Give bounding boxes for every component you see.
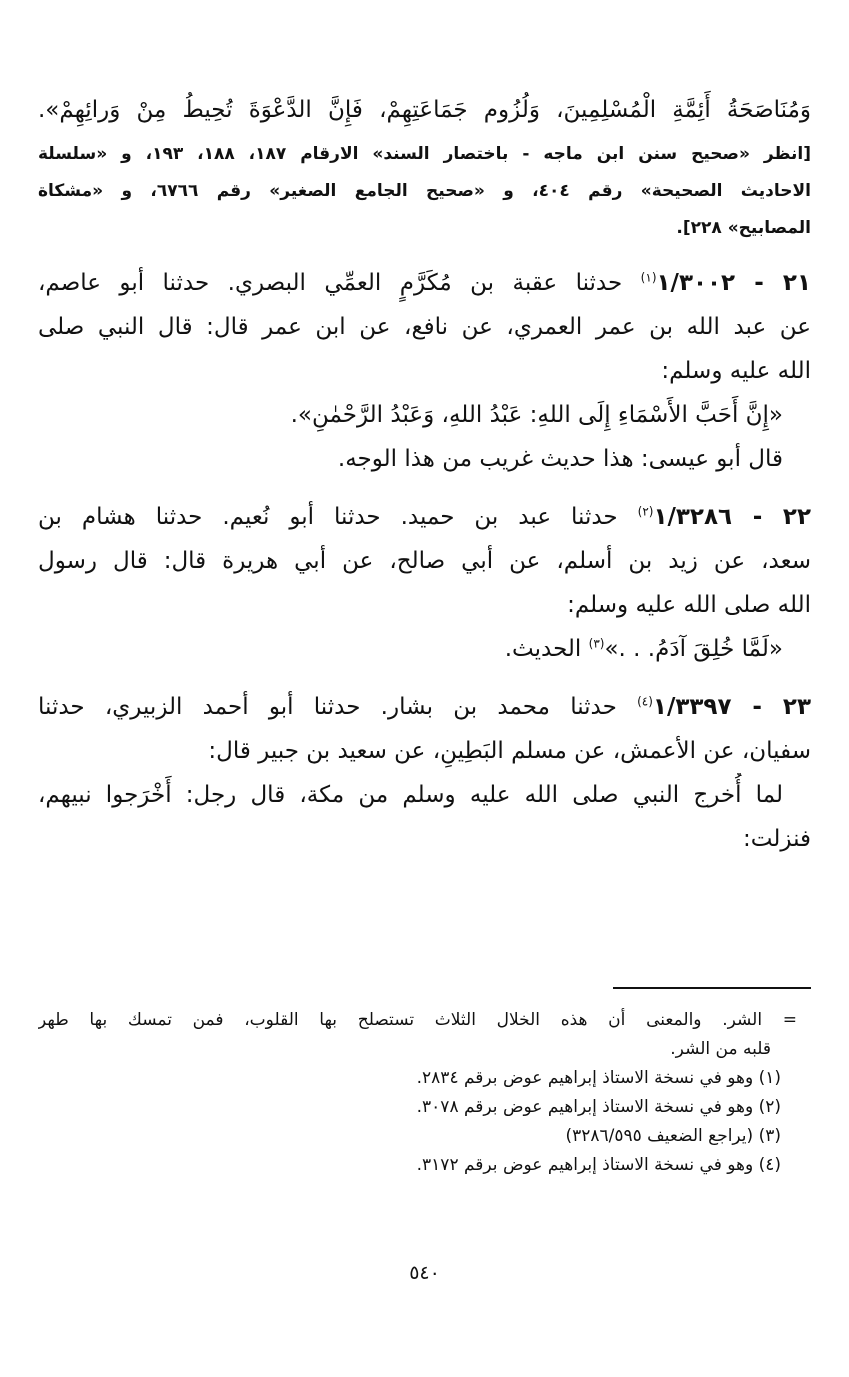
hadith-22-quote-footnote-marker: (٣) [588,636,605,651]
hadith-23-number: ٢٣ - ١/٣٣٩٧ [652,694,811,720]
hadith-22-footnote-marker: (٢) [637,504,654,519]
hadith-23-footnote-marker: (٤) [637,694,653,709]
footnote-continuation-2: قلبه من الشر. [670,1039,771,1059]
hadith-23-line-4: فنزلت: [743,826,811,852]
reference-block [38,136,811,247]
hadith-22-quote-text: «لَمَّا خُلِقَ آدَمُ. . .» [604,636,783,662]
footnote-continuation-1: = الشر. والمعنى أن هذه الخلال الثلاث تستصلح بها القلوب، فمن تمسك بها طهر [38,1010,797,1030]
page-number: ٥٤٠ [409,1262,440,1284]
reference-line-3: المصابيح» ٢٢٨]. [676,218,811,238]
hadith-22-text-1: حدثنا عبد بن حميد. حدثنا أبو نُعيم. حدثنا هشام بن [38,504,638,530]
hadith-22 [38,495,811,671]
hadith-22-number: ٢٢ - ١/٣٢٨٦ [653,504,811,530]
intro-line-1: وَمُنَاصَحَةُ أَئِمَّةِ الْمُسْلِمِينَ، وَلُزُوم جَمَاعَتِهِمْ، فَإِنَّ الدَّعْوَةَ تُحِيطُ مِنْ وَرائِهِمْ». [38,97,811,123]
hadith-22-line-3: الله صلى الله عليه وسلم: [567,592,811,618]
hadith-21-quote: «إِنَّ أَحَبَّ الأَسْمَاءِ إِلَى اللهِ: عَبْدُ اللهِ، وَعَبْدُ الرَّحْمٰنِ». [290,402,783,428]
hadith-21-number: ٢١ - ١/٣٠٠٢ [656,270,811,296]
hadith-22-quote [38,627,811,671]
footnote-3: (٣) (يراجع الضعيف ٣٢٨٦/٥٩٥) [565,1126,781,1146]
hadith-23-line-2: سفيان، عن الأعمش، عن مسلم البَطِينِ، عن سعيد بن جبير قال: [208,738,811,764]
hadith-21-line-3: الله عليه وسلم: [661,358,811,384]
hadith-23-line-1 [38,685,811,729]
hadith-23-line-3: لما أُخرج النبي صلى الله عليه وسلم من مكة، قال رجل: أَخْرَجوا نبيهم، [38,782,783,808]
hadith-21 [38,261,811,481]
footnote-2: (٢) وهو في نسخة الاستاذ إبراهيم عوض برقم ٣٠٧٨. [416,1097,781,1117]
hadith-21-text-1: حدثنا عقبة بن مُكَرَّمٍ العمِّي البصري. حدثنا أبو عاصم، [38,270,641,296]
footnote-divider [613,987,811,989]
hadith-21-line-1 [38,261,811,305]
hadith-21-comment: قال أبو عيسى: هذا حديث غريب من هذا الوجه. [337,446,783,472]
hadith-22-quote-tail: الحديث. [504,636,589,662]
footnote-4: (٤) وهو في نسخة الاستاذ إبراهيم عوض برقم ٣١٧٢. [416,1155,781,1175]
hadith-21-line-2: عن عبد الله بن عمر العمري، عن نافع، عن ابن عمر قال: قال النبي صلى [38,314,811,340]
hadith-22-line-2: سعد، عن زيد بن أسلم، عن أبي صالح، عن أبي هريرة قال: قال رسول [38,548,811,574]
hadith-23-text-1: حدثنا محمد بن بشار. حدثنا أبو أحمد الزبيري، حدثنا [38,694,638,720]
hadith-23 [38,685,811,861]
footnote-1: (١) وهو في نسخة الاستاذ إبراهيم عوض برقم ٢٨٣٤. [416,1068,781,1088]
hadith-21-footnote-marker: (١) [640,270,657,285]
hadith-22-line-1 [38,495,811,539]
reference-line-2: الاحاديث الصحيحة» رقم ٤٠٤، و «صحيح الجامع الصغير» رقم ٦٧٦٦، و «مشكاة [38,181,811,201]
main-text [38,88,811,861]
reference-line-1: [انظر «صحيح سنن ابن ماجه - باختصار السند» الارقام ١٨٧، ١٨٨، ١٩٣، و «سلسلة [38,144,811,164]
footnotes [38,1006,811,1180]
